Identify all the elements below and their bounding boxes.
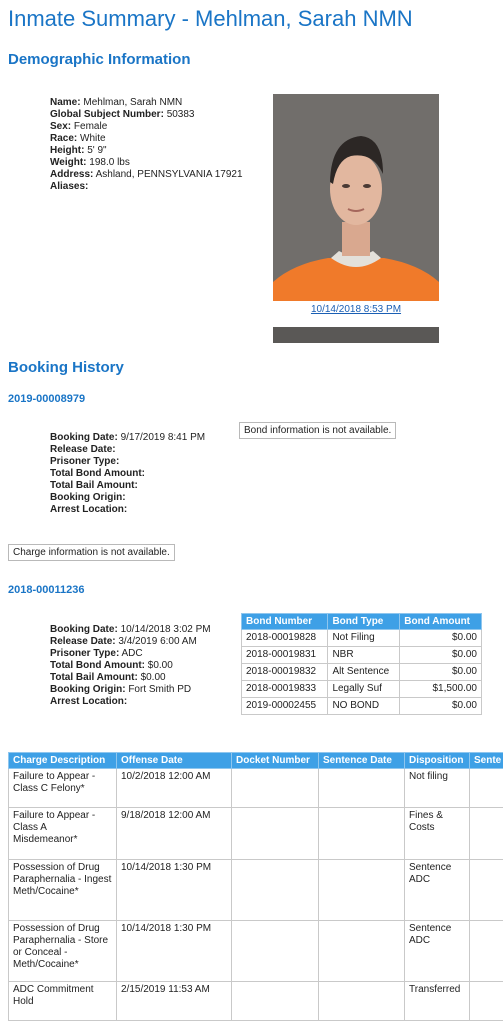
- docket-number-cell: [232, 808, 319, 860]
- table-row: [9, 921, 503, 982]
- docket-number-cell: [232, 769, 319, 808]
- disposition-cell: Fines & Costs: [405, 808, 470, 860]
- charge-table-header: [9, 753, 503, 769]
- sentence-cell: [470, 860, 503, 921]
- field-prisoner-type: Prisoner Type:: [50, 456, 120, 467]
- bond-number-cell: 2018-00019833: [242, 681, 328, 698]
- field-total-bail-amount: Total Bail Amount:: [50, 480, 138, 491]
- booking-number-2: 2018-00011236: [8, 584, 85, 596]
- col-docket-number: Docket Number: [232, 753, 319, 769]
- col-sentence-date: Sentence Date: [319, 753, 405, 769]
- bond-type-cell: Legally Suf: [328, 681, 400, 698]
- demographics-heading: Demographic Information: [8, 51, 191, 68]
- field-sex: Sex: Female: [50, 121, 108, 132]
- offense-date-cell: 9/18/2018 12:00 AM: [117, 808, 232, 860]
- sentence-date-cell: [319, 808, 405, 860]
- bond-amount-cell: $0.00: [400, 698, 482, 715]
- col-disposition: Disposition: [405, 753, 470, 769]
- sentence-date-cell: [319, 921, 405, 982]
- sentence-cell: [470, 769, 503, 808]
- booking-number-1: 2019-00008979: [8, 393, 86, 405]
- sentence-cell: [470, 921, 503, 982]
- photo-date-link[interactable]: 10/14/2018 8:53 PM: [310, 304, 402, 315]
- docket-number-cell: [232, 921, 319, 982]
- bond-number-cell: 2019-00002455: [242, 698, 328, 715]
- field-total-bail-amount: Total Bail Amount: $0.00: [50, 672, 166, 683]
- bond-table-header: [242, 614, 482, 630]
- field-total-bond-amount: Total Bond Amount: $0.00: [50, 660, 173, 671]
- offense-date-cell: 10/2/2018 12:00 AM: [117, 769, 232, 808]
- offense-date-cell: 10/14/2018 1:30 PM: [117, 860, 232, 921]
- field-booking-date: Booking Date: 10/14/2018 3:02 PM: [50, 624, 211, 635]
- table-row: [242, 698, 482, 715]
- bond-amount-cell: $0.00: [400, 647, 482, 664]
- disposition-cell: Sentence ADC: [405, 860, 470, 921]
- col-sentence: Sente: [470, 753, 503, 769]
- booking-history-heading: Booking History: [8, 359, 124, 376]
- field-race: Race: White: [50, 133, 106, 144]
- charge-description-cell: Failure to Appear - Class C Felony*: [9, 769, 117, 808]
- disposition-cell: Not filing: [405, 769, 470, 808]
- bond-type-cell: Alt Sentence: [328, 664, 400, 681]
- table-row: [9, 860, 503, 921]
- bond-amount-cell: $0.00: [400, 664, 482, 681]
- field-global-subject-number: Global Subject Number: 50383: [50, 109, 195, 120]
- field-arrest-location: Arrest Location:: [50, 696, 128, 707]
- field-aliases: Aliases:: [50, 181, 89, 192]
- bond-number-cell: 2018-00019828: [242, 630, 328, 647]
- field-height: Height: 5' 9": [50, 145, 107, 156]
- table-row: [9, 769, 503, 808]
- bond-type-cell: NBR: [328, 647, 400, 664]
- mugshot-image: [273, 94, 439, 301]
- bond-info-notice: Bond information is not available.: [239, 422, 396, 439]
- col-bond-amount: Bond Amount: [400, 614, 482, 630]
- field-release-date: Release Date:: [50, 444, 116, 455]
- charge-description-cell: Failure to Appear - Class A Misdemeanor*: [9, 808, 117, 860]
- col-offense-date: Offense Date: [117, 753, 232, 769]
- booking-2-info: [50, 624, 211, 708]
- field-booking-origin: Booking Origin: Fort Smith PD: [50, 684, 192, 695]
- sentence-date-cell: [319, 860, 405, 921]
- disposition-cell: Transferred: [405, 982, 470, 1021]
- field-total-bond-amount: Total Bond Amount:: [50, 468, 145, 479]
- page-title: Inmate Summary - Mehlman, Sarah NMN: [8, 6, 413, 31]
- col-bond-type: Bond Type: [328, 614, 400, 630]
- bond-number-cell: 2018-00019831: [242, 647, 328, 664]
- docket-number-cell: [232, 982, 319, 1021]
- bond-amount-cell: $0.00: [400, 630, 482, 647]
- table-row: [242, 681, 482, 698]
- col-charge-description: Charge Description: [9, 753, 117, 769]
- bond-table: [241, 613, 482, 715]
- field-address: Address: Ashland, PENNSYLVANIA 17921: [50, 169, 243, 180]
- field-prisoner-type: Prisoner Type: ADC: [50, 648, 143, 659]
- demographics-info: [50, 97, 243, 193]
- table-row: [9, 982, 503, 1021]
- bond-number-cell: 2018-00019832: [242, 664, 328, 681]
- charge-description-cell: Possession of Drug Paraphernalia - Store or Conceal - Meth/Cocaine*: [9, 921, 117, 982]
- field-weight: Weight: 198.0 lbs: [50, 157, 130, 168]
- bond-amount-cell: $1,500.00: [400, 681, 482, 698]
- offense-date-cell: 2/15/2019 11:53 AM: [117, 982, 232, 1021]
- field-name: Name: Mehlman, Sarah NMN: [50, 97, 183, 108]
- charge-info-notice: Charge information is not available.: [8, 544, 175, 561]
- field-booking-origin: Booking Origin:: [50, 492, 126, 503]
- sentence-date-cell: [319, 769, 405, 808]
- bond-type-cell: Not Filing: [328, 630, 400, 647]
- field-booking-date: Booking Date: 9/17/2019 8:41 PM: [50, 432, 206, 443]
- table-row: [242, 664, 482, 681]
- table-row: [242, 647, 482, 664]
- inmate-photo[interactable]: [273, 94, 439, 301]
- sentence-cell: [470, 982, 503, 1021]
- charge-table-container: [8, 752, 503, 1021]
- field-arrest-location: Arrest Location:: [50, 504, 128, 515]
- sentence-date-cell: [319, 982, 405, 1021]
- col-bond-number: Bond Number: [242, 614, 328, 630]
- table-row: [9, 808, 503, 860]
- photo-caption-bar: [273, 327, 439, 343]
- table-row: [242, 630, 482, 647]
- booking-1-info: [50, 432, 205, 516]
- bond-type-cell: NO BOND: [328, 698, 400, 715]
- docket-number-cell: [232, 860, 319, 921]
- field-release-date: Release Date: 3/4/2019 6:00 AM: [50, 636, 197, 647]
- charge-description-cell: ADC Commitment Hold: [9, 982, 117, 1021]
- offense-date-cell: 10/14/2018 1:30 PM: [117, 921, 232, 982]
- charge-description-cell: Possession of Drug Paraphernalia - Ingest Meth/Cocaine*: [9, 860, 117, 921]
- charge-table: [8, 752, 503, 1021]
- sentence-cell: [470, 808, 503, 860]
- disposition-cell: Sentence ADC: [405, 921, 470, 982]
